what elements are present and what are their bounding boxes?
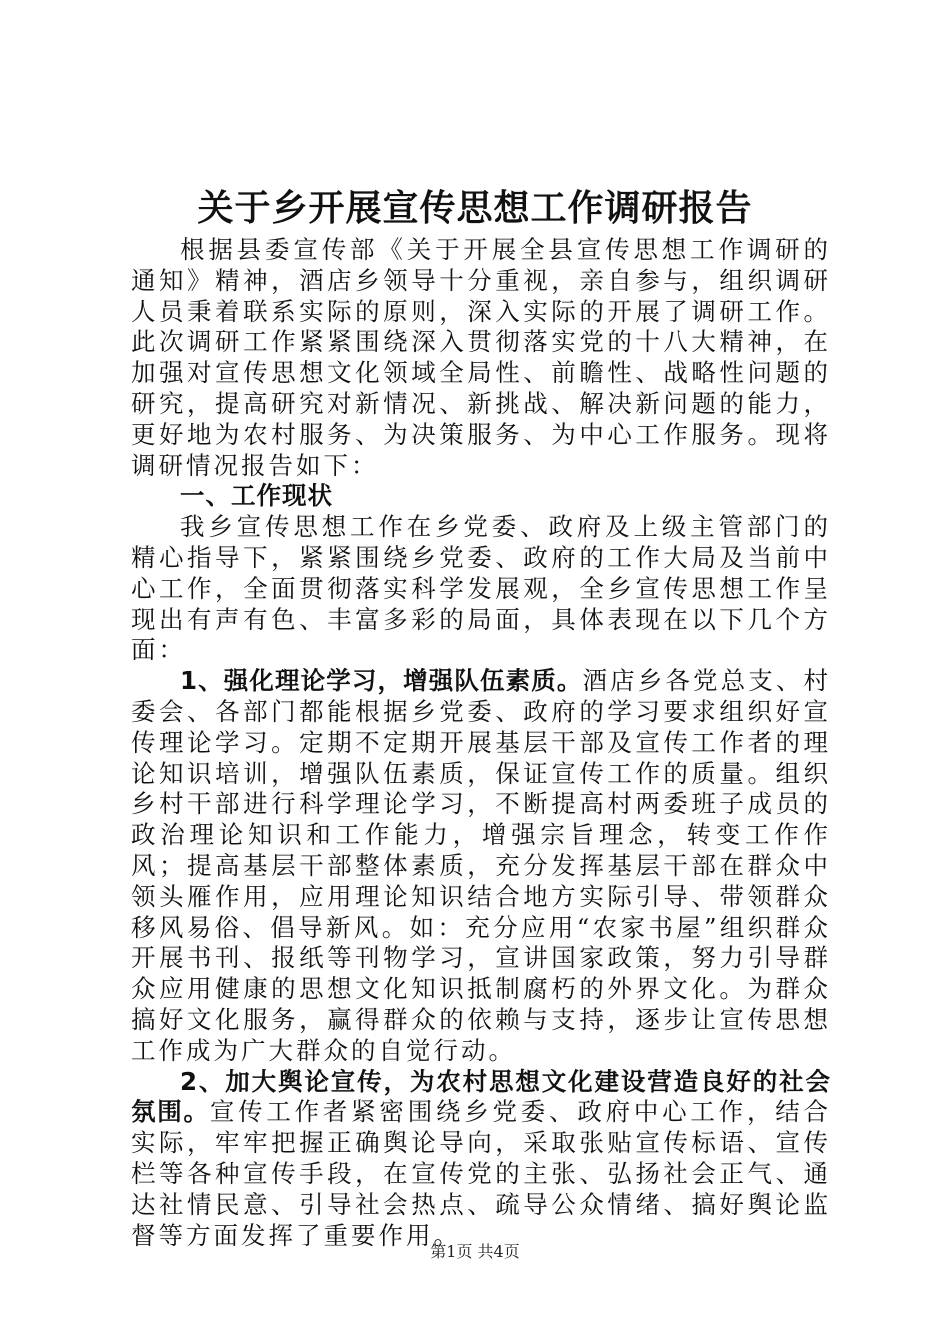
item-1-paragraph [131,666,831,1066]
section-heading-1: 一、工作现状 [180,481,333,511]
document-title: 关于乡开展宣传思想工作调研报告 [197,187,753,229]
item-2-body: 宣传工作者紧密围绕乡党委、政府中心工作，结合实际，牢牢把握正确舆论导向，采取张贴宣传标语、宣传栏等各种宣传手段，在宣传党的主张、弘扬社会正气、通达社情民意、引导社会热点、疏导公众情绪、搞好舆论监督等方面发挥了重要作用。 [131,1097,831,1250]
item-2-paragraph [131,1067,831,1252]
intro-paragraph: 根据县委宣传部《关于开展全县宣传思想工作调研的通知》精神，酒店乡领导十分重视，亲自参与，组织调研人员秉着联系实际的原则，深入实际的开展了调研工作。此次调研工作紧紧围绕深入贯彻落实党的十八大精神，在加强对宣传思想文化领域全局性、前瞻性、战略性问题的研究，提高研究对新情况、新挑战、解决新问题的能力，更好地为农村服务、为决策服务、为中心工作服务。现将调研情况报告如下： [131,235,831,480]
item-1-body: 酒店乡各党总支、村委会、各部门都能根据乡党委、政府的学习要求组织好宣传理论学习。定期不定期开展基层干部及宣传工作者的理论知识培训，增强队伍素质，保证宣传工作的质量。组织乡村干部进行科学理论学习，不断提高村两委班子成员的政治理论知识和工作能力，增强宗旨理念，转变工作作风；提高基层干部整体素质，充分发挥基层干部在群众中领头雁作用，应用理论知识结合地方实际引导、带领群众移风易俗、倡导新风。如：充分应用“农家书屋”组织群众开展书刊、报纸等刊物学习，宣讲国家政策，努力引导群众应用健康的思想文化知识抵制腐朽的外界文化。为群众搞好文化服务，赢得群众的依赖与支持，逐步让宣传思想工作成为广大群众的自觉行动。 [131,666,831,1065]
page-footer: 第1页 共4页 [430,1242,520,1261]
item-1-heading: 1、强化理论学习，增强队伍素质。 [180,666,583,696]
document-body [131,235,831,1251]
item-2-heading: 2、加大舆论宣传，为农村思想文化建设营造良好的社会氛围。 [131,1066,831,1127]
section-1-paragraph: 我乡宣传思想工作在乡党委、政府及上级主管部门的精心指导下，紧紧围绕乡党委、政府的工作大局及当前中心工作，全面贯彻落实科学发展观，全乡宣传思想工作呈现出有声有色、丰富多彩的局面，具体表现在以下几个方面： [131,512,831,665]
